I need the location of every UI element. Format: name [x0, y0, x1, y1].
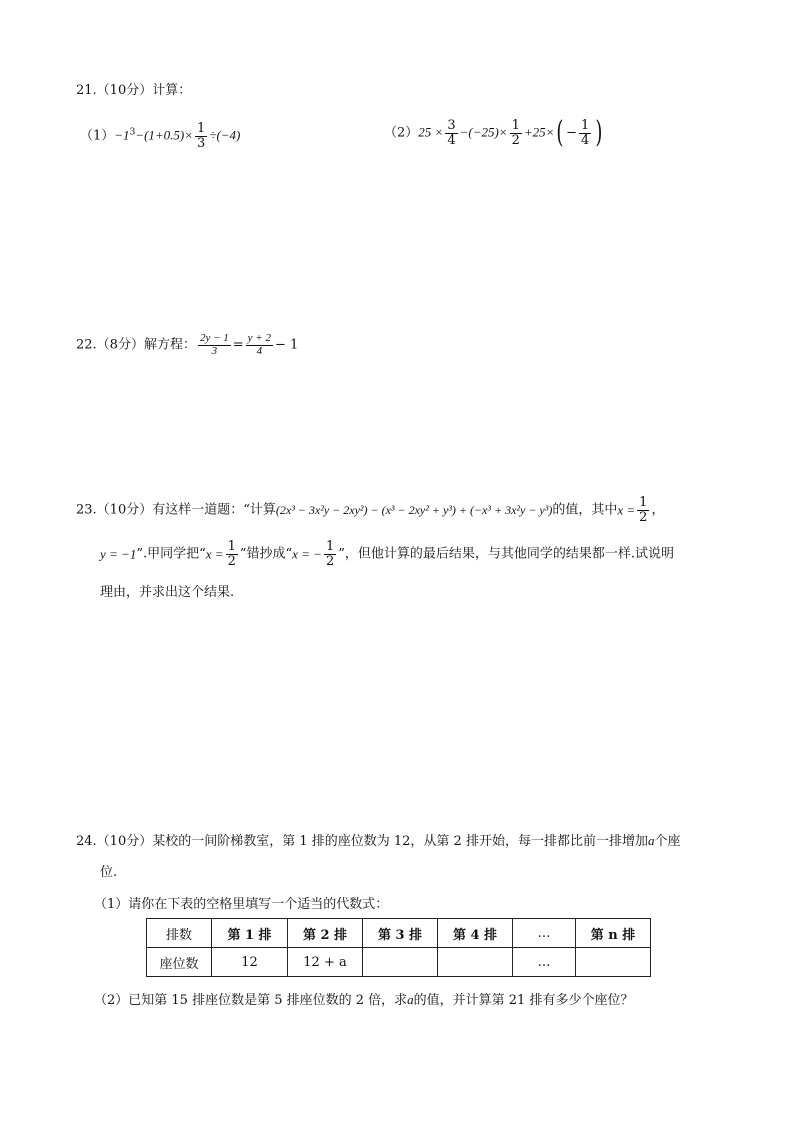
q23-x3-fraction	[324, 540, 336, 568]
q23-line2-b: ”.甲同学把“	[136, 546, 206, 562]
q24-sub2-var: a	[407, 992, 414, 1007]
q23-tail-1: 的值，其中	[552, 502, 618, 518]
q21-p1-c: ÷(−4)	[209, 127, 241, 143]
q22-lhs-num: 2y − 1	[199, 332, 229, 344]
q23-x-eq: x =	[617, 502, 636, 518]
q23-x-den: 2	[639, 509, 648, 525]
q21-p2-frac3-num: 1	[581, 117, 590, 133]
q22-equals: =	[232, 337, 244, 353]
q21-p1-label: （1）	[80, 128, 115, 144]
q22-lhs-den: 3	[211, 344, 218, 357]
q21-p2-frac1-num: 3	[447, 117, 456, 133]
q21-p2-c: +25×	[523, 124, 555, 140]
q23-expression: (2x³ − 3x²y − 2xy²) − (x³ − 2xy² + y³) + (−x³ + 3x²y − y³)	[275, 503, 553, 518]
q21-p2-frac2-num: 1	[511, 117, 520, 133]
q23-line-1	[76, 496, 664, 524]
q24-line1-text: 24.（10分）某校的一间阶梯教室，第 1 排的座位数为 12，从第 2 排开始，每一排都比前一排增加	[76, 834, 648, 849]
q21-p2-label: （2）	[384, 125, 419, 141]
q23-line-3: 理由，并求出这个结果.	[100, 585, 235, 600]
q23-line2-d: ”，但他计算的最后结果，与其他同学的结果都一样.试说明	[338, 546, 675, 562]
q21-title: 21.（10分）计算：	[76, 83, 192, 98]
q23-x-fraction	[637, 496, 649, 524]
q22-rhs-den: 4	[256, 344, 263, 357]
q23-line2-c: ”错抄成“	[239, 546, 293, 562]
q21-p2-b: −(−25)×	[459, 124, 508, 140]
q23-x2-fraction	[226, 540, 238, 568]
table-cell: 第 1 排	[212, 919, 288, 948]
q21-p2-fraction-1	[445, 119, 457, 147]
q24-sub2-a: （2）已知第 15 排座位数是第 5 排座位数的 2 倍，求	[94, 993, 408, 1008]
q21-p2-fraction-2	[510, 119, 522, 147]
table-cell-blank	[576, 948, 651, 977]
q22-rhs-fraction	[246, 333, 273, 357]
q21-p2-frac3-den: 4	[581, 132, 590, 148]
q23-title: 23.（10分）有这样一道题：“计算	[76, 502, 276, 518]
q23-x2-eq: x =	[205, 546, 224, 562]
q22-title: 22.（8分）解方程：	[76, 337, 196, 353]
q21-p2-neg: −	[566, 125, 578, 141]
table-cell: 第 n 排	[576, 919, 651, 948]
q23-x-num: 1	[639, 495, 648, 510]
q22-rhs-num: y + 2	[247, 332, 271, 344]
q21-p2-paren-open: (	[556, 115, 564, 150]
table-cell: 座位数	[147, 948, 212, 977]
q24-sub1: （1）请你在下表的空格里填写一个适当的代数式：	[94, 897, 389, 912]
q22-lhs-fraction	[198, 333, 231, 357]
q21-part1	[80, 122, 240, 150]
table-cell: 第 3 排	[363, 919, 438, 948]
table-cell: 12	[212, 948, 288, 977]
seat-table	[146, 918, 651, 977]
q24-line-1	[76, 834, 680, 848]
q23-y-eq: y = −1	[100, 546, 137, 562]
q24-sub2	[94, 993, 633, 1007]
q21-part2	[384, 115, 605, 150]
q24-sub2-b: 的值，并计算第 21 排有多少个座位？	[413, 993, 634, 1008]
table-cell: 排数	[147, 919, 212, 948]
table-row	[147, 948, 651, 977]
q24-var-a: a	[647, 833, 655, 848]
q21-p1-a: −1	[114, 127, 130, 143]
table-cell-blank	[438, 948, 513, 977]
q21-p1-fraction	[195, 122, 207, 150]
table-cell: 第 4 排	[438, 919, 513, 948]
q24-line-2: 位.	[100, 865, 118, 880]
q24-line1-tail: 个座	[654, 834, 681, 849]
q21-p1-frac-num: 1	[197, 121, 206, 136]
q23-comma: ，	[651, 502, 665, 518]
q22-line	[76, 333, 298, 357]
table-cell: 12 + a	[288, 948, 363, 977]
q23-x2-num: 1	[227, 539, 236, 554]
q21-p1-a-exp: 3	[129, 127, 136, 138]
q21-p2-frac1-den: 4	[447, 132, 456, 148]
q21-p2-frac2-den: 2	[511, 132, 520, 148]
q23-x3-num: 1	[325, 539, 335, 554]
q23-x2-den: 2	[227, 553, 236, 569]
q23-x3-den: 2	[325, 553, 335, 569]
q23-line-2	[100, 540, 674, 568]
q21-p1-b: −(1+0.5)×	[135, 127, 194, 143]
q21-p2-fraction-3	[579, 119, 591, 147]
table-cell: …	[513, 919, 576, 948]
table-cell-blank	[363, 948, 438, 977]
table-cell: 第 2 排	[288, 919, 363, 948]
q21-p1-frac-den: 3	[197, 135, 206, 151]
q21-p2-a: 25 ×	[418, 124, 444, 140]
q22-rhs-tail: − 1	[274, 337, 299, 353]
q21-p2-paren-close: )	[595, 115, 603, 150]
table-cell: …	[513, 948, 576, 977]
table-row	[147, 919, 651, 948]
q23-x3-eq: x = −	[292, 546, 322, 562]
